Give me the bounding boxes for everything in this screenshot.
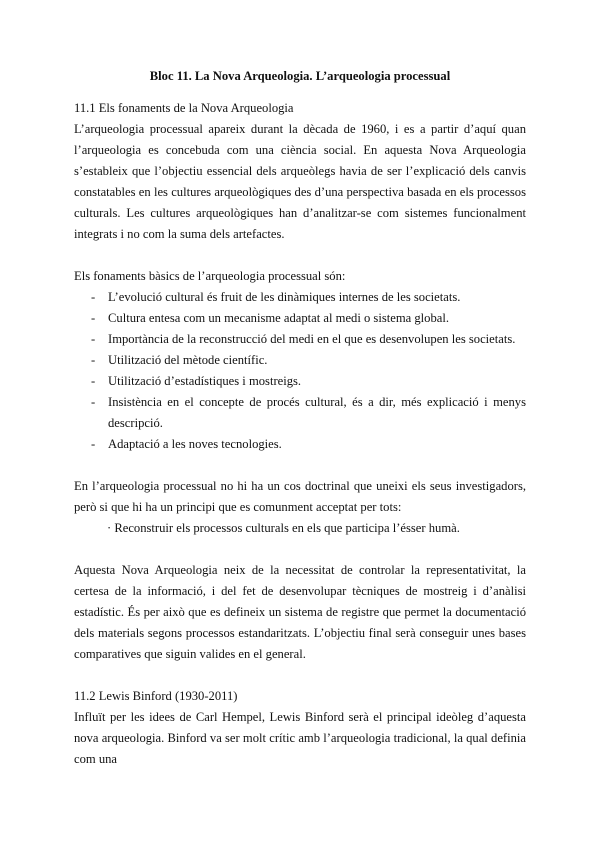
intro-paragraph: L’arqueologia processual apareix durant la dècada de 1960, i es a partir d’aquí quan l’arqueologia es concebuda com una ciència social. En aquesta Nova Arqueologia s’estableix que l’objectiu essencial dels arqueòlegs havia de ser l’explicació dels canvis constatables en les cultures arqueològiques des d’una perspectiva basada en els processos culturals. Les cultures arqueològiques han d’analitzar-se com sistemes funcionalment integrats i no com la suma dels artefactes. [74, 122, 526, 241]
list-item: - Utilització del mètode científic. [91, 353, 268, 367]
final-paragraph: Aquesta Nova Arqueologia neix de la necessitat de controlar la representativitat, la certesa de la informació, i del fet de desenvolupar tècniques de mostreig i d’anàlisi estadístic. És per això que es defineix un sistema de registre que permet la documentació dels materials segons processos estandaritzats. L’objectiu final serà conseguir unes bases comparatives que siguin valides en el general. [74, 563, 526, 661]
list-item: - Adaptació a les noves tecnologies. [91, 437, 282, 451]
list-item: - L’evolució cultural és fruit de les dinàmiques internes de les societats. [91, 290, 461, 304]
spacer [74, 665, 526, 686]
spacer [74, 539, 526, 560]
basics-intro: Els fonaments bàsics de l’arqueologia processual són: [74, 269, 346, 283]
spacer [74, 455, 526, 476]
spacer [74, 245, 526, 266]
list-item: - Importància de la reconstrucció del medi en el que es desenvolupen les societats. [91, 332, 516, 346]
document-content [74, 66, 526, 770]
section-heading-11-1: 11.1 Els fonaments de la Nova Arqueologia [74, 101, 294, 115]
list-item: - Utilització d’estadístiques i mostreigs. [91, 374, 302, 388]
list-item: - Cultura entesa com un mecanisme adaptat al medi o sistema global. [91, 311, 449, 325]
principle-item: · Reconstruir els processos culturals en els que participa l’ésser humà. [107, 521, 460, 535]
document-title: Bloc 11. La Nova Arqueologia. L’arqueologia processual [149, 69, 451, 83]
basics-list [74, 287, 526, 455]
binford-paragraph: Influït per les idees de Carl Hempel, Lewis Binford serà el principal ideòleg d’aquesta nova arqueologia. Binford va ser molt crític amb l’arqueologia tradicional, la qual definia com una [74, 710, 526, 766]
doctrine-paragraph: En l’arqueologia processual no hi ha un cos doctrinal que uneixi els seus investigadors, però si que hi ha un principi que es comunment acceptat per tots: [74, 479, 526, 514]
list-item: - Insistència en el concepte de procés cultural, és a dir, més explicació i menys descripció. [91, 395, 526, 430]
section-heading-11-2: 11.2 Lewis Binford (1930-2011) [74, 689, 238, 703]
